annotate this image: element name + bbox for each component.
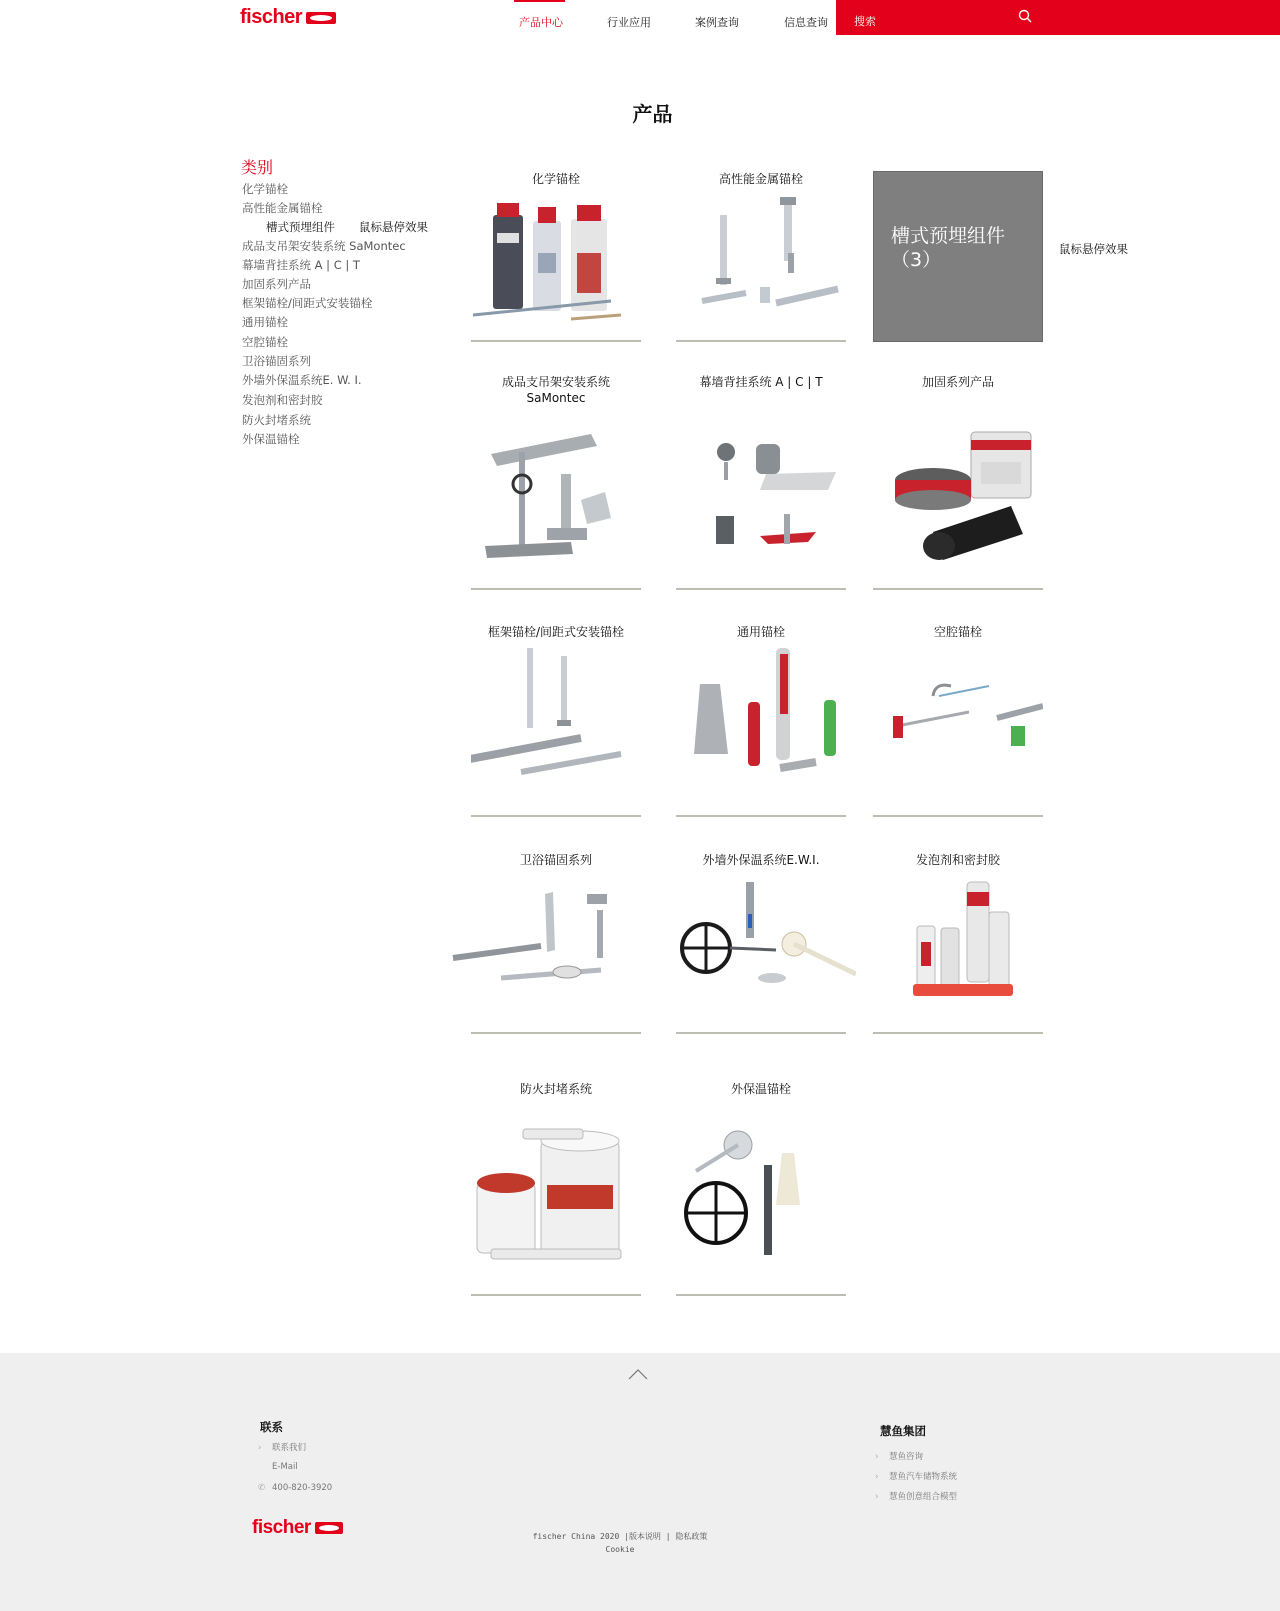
sidebar-item-foams-sealants[interactable]: 发泡剂和密封胶: [242, 393, 323, 407]
footer-contact-heading: 联系: [260, 1420, 283, 1434]
insulation-anchors-image: [676, 1125, 846, 1275]
card-divider: [873, 1032, 1043, 1034]
legal-link-privacy[interactable]: 隐私政策: [675, 1532, 708, 1541]
fish-logo-icon: [306, 12, 336, 24]
hover-card-note: 鼠标悬停效果: [1059, 242, 1128, 256]
product-title: 高性能金属锚栓: [718, 172, 803, 186]
product-title: 发泡剂和密封胶: [915, 853, 1000, 867]
card-divider: [471, 1294, 641, 1296]
sidebar-item-firestop[interactable]: 防火封堵系统: [242, 413, 311, 427]
category-heading: 类别: [241, 158, 274, 177]
nav-info-search[interactable]: 信息查询: [784, 16, 828, 29]
search-icon[interactable]: [1018, 9, 1032, 23]
footer-link-contact-us[interactable]: [258, 1441, 306, 1453]
card-divider: [676, 815, 846, 817]
reinforcement-image: [873, 414, 1043, 564]
footer-link-label: 慧鱼创意组合模型: [889, 1492, 958, 1502]
sidebar-item-facade-act[interactable]: 幕墙背挂系统 A | C | T: [242, 258, 360, 272]
sidebar-item-insulation-anchors[interactable]: 外保温锚栓: [242, 432, 300, 446]
chevron-right-icon: ›: [875, 1492, 879, 1502]
footer-link-automotive[interactable]: [875, 1470, 957, 1482]
hover-card-count: （3）: [891, 249, 942, 271]
chemical-anchors-image: [471, 193, 641, 323]
sidebar-item-frame-fixings[interactable]: 框架锚栓/间距式安装锚栓: [242, 296, 373, 310]
chevron-right-icon: ›: [875, 1452, 879, 1462]
sidebar-item-sanitary[interactable]: 卫浴锚固系列: [242, 354, 311, 368]
back-to-top-icon[interactable]: [628, 1368, 648, 1380]
nav-case-search[interactable]: 案例查询: [695, 16, 739, 29]
product-card-channel-systems-hover[interactable]: [873, 171, 1043, 342]
product-title: 加固系列产品: [921, 375, 994, 389]
product-title: 卫浴锚固系列: [519, 853, 592, 867]
foams-sealants-image: [873, 872, 1043, 1012]
copyright-text: fischer China 2020: [532, 1532, 625, 1541]
footer: [0, 1353, 1280, 1611]
sanitary-image: [451, 874, 651, 1004]
product-title: 外保温锚栓: [730, 1082, 791, 1096]
cookie-link[interactable]: Cookie: [605, 1545, 635, 1554]
chevron-right-icon: ›: [875, 1472, 879, 1482]
search-bar[interactable]: [836, 0, 1280, 35]
card-divider: [471, 588, 641, 590]
footer-link-phone[interactable]: [258, 1483, 332, 1493]
footer-group-heading: 慧鱼集团: [880, 1424, 926, 1438]
hover-card-label: 槽式预埋组件: [891, 225, 1006, 247]
sidebar-item-samontec[interactable]: 成品支吊架安装系统 SaMontec: [242, 239, 406, 253]
footer-link-label: 联系我们: [272, 1443, 307, 1453]
product-title: 化学锚栓: [531, 172, 580, 186]
card-divider: [676, 1032, 846, 1034]
product-title: 防火封堵系统: [519, 1082, 592, 1096]
chevron-right-icon: ›: [258, 1443, 262, 1453]
card-divider: [873, 588, 1043, 590]
card-divider: [676, 340, 846, 342]
samontec-image: [471, 424, 641, 564]
sidebar-item-universal-plugs[interactable]: 通用锚栓: [242, 315, 288, 329]
sidebar-item-channel-systems[interactable]: 槽式预埋组件: [266, 220, 335, 234]
footer-link-email[interactable]: E-Mail: [272, 1462, 298, 1472]
product-title: 通用锚栓: [736, 625, 785, 639]
footer-link-fischer-consulting[interactable]: [875, 1450, 923, 1462]
sidebar-hover-note: 鼠标悬停效果: [359, 220, 428, 234]
hover-card-title: [891, 224, 1041, 272]
sidebar-item-ewi[interactable]: 外墙外保温系统E. W. I.: [242, 373, 362, 387]
card-divider: [471, 1032, 641, 1034]
product-title-main: 成品支吊架安装系统: [501, 375, 610, 389]
footer-link-label: 400-820-3920: [272, 1483, 333, 1493]
footer-link-label: 慧鱼汽车储物系统: [889, 1472, 958, 1482]
card-divider: [471, 340, 641, 342]
search-label: 搜索: [854, 15, 876, 28]
card-divider: [873, 815, 1043, 817]
legal-link-version[interactable]: 版本说明: [628, 1532, 661, 1541]
sidebar-item-metal-anchors[interactable]: 高性能金属锚栓: [242, 201, 323, 215]
product-title: 框架锚栓/间距式安装锚栓: [487, 625, 625, 639]
cavity-fixings-image: [873, 644, 1043, 784]
metal-anchors-image: [676, 193, 846, 323]
nav-industry-applications[interactable]: 行业应用: [607, 16, 651, 29]
fischer-logo[interactable]: [240, 6, 336, 29]
card-divider: [471, 815, 641, 817]
universal-plugs-image: [676, 644, 846, 784]
ewi-image: [676, 874, 856, 1004]
frame-fixings-image: [471, 644, 641, 784]
copyright-line: fischer China 2020 |版本说明 | 隐私政策: [532, 1532, 708, 1541]
footer-link-technik[interactable]: [875, 1490, 957, 1502]
logo-wordmark: fischer: [252, 1517, 311, 1538]
sidebar-item-reinforcement[interactable]: 加固系列产品: [242, 277, 311, 291]
firestop-image: [471, 1125, 641, 1275]
product-title: 幕墙背挂系统 A | C | T: [699, 375, 823, 389]
sidebar-item-chemical-anchors[interactable]: 化学锚栓: [242, 182, 288, 196]
active-nav-indicator: [514, 0, 565, 2]
nav-product-center[interactable]: 产品中心: [519, 16, 563, 29]
footer-link-label: 慧鱼咨询: [889, 1452, 924, 1462]
page-title: 产品: [632, 102, 673, 126]
product-title-sub: SaMontec: [526, 391, 586, 405]
phone-icon: ✆: [258, 1483, 266, 1493]
logo-wordmark: fischer: [240, 6, 303, 28]
sidebar-item-cavity-fixings[interactable]: 空腔锚栓: [242, 335, 288, 349]
product-title: 空腔锚栓: [933, 625, 982, 639]
card-divider: [676, 1294, 846, 1296]
product-title: 外墙外保温系统E.W.I.: [702, 853, 820, 867]
product-title: [451, 374, 661, 406]
card-divider: [676, 588, 846, 590]
facade-act-image: [676, 424, 846, 564]
